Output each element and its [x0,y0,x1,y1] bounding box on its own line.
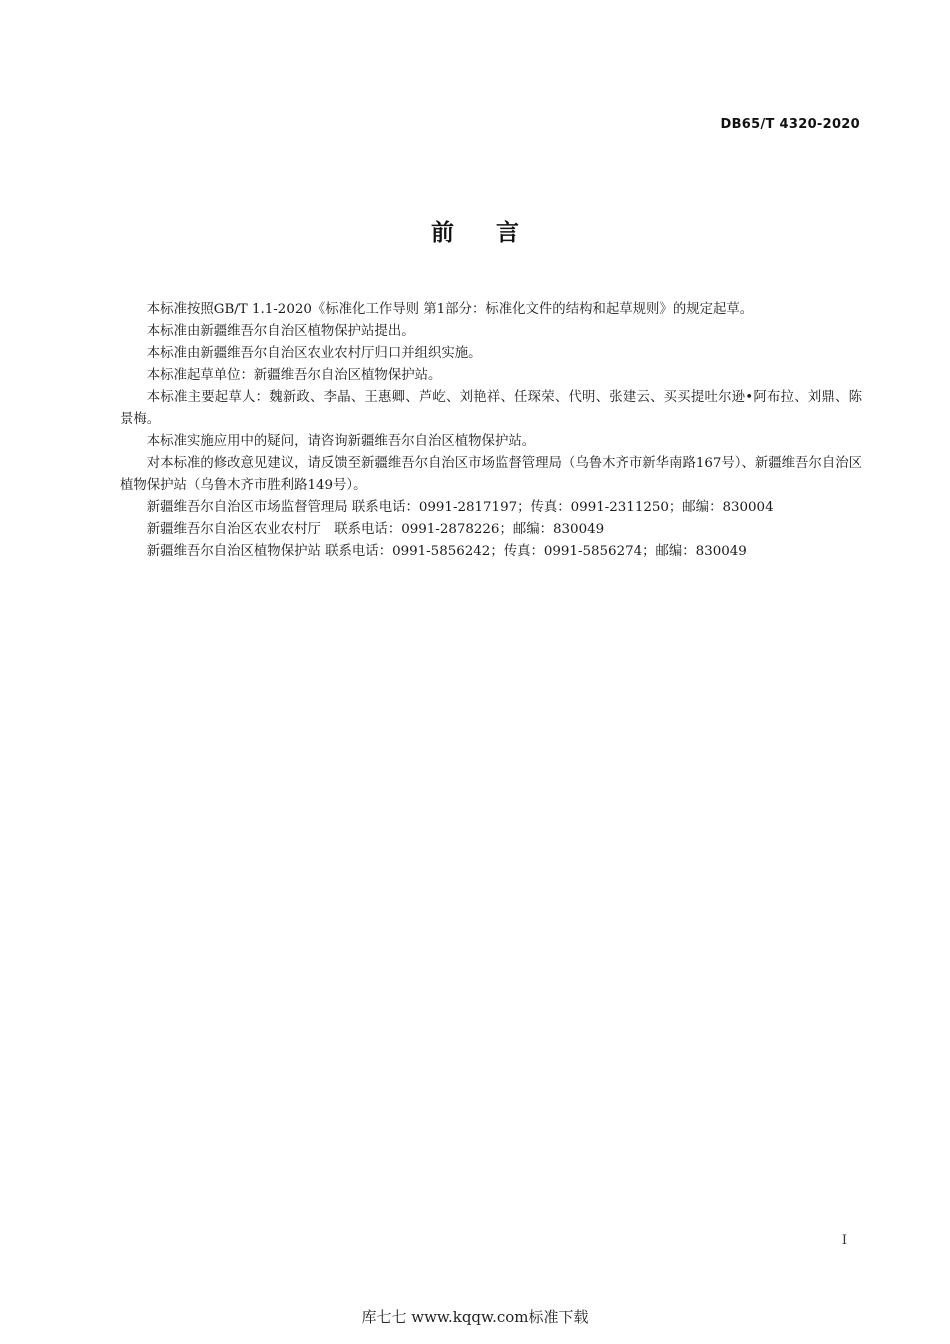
document-code: DB65/T 4320-2020 [720,117,860,132]
contact-plant-protection-station: 新疆维吾尔自治区植物保护站 联系电话：0991-5856242；传真：0991-5856274；邮编：830049 [146,544,747,559]
page-title: 前言 [431,220,561,246]
footer-watermark: 库七七 www.kqqw.com标准下载 [361,1308,589,1326]
paragraph-administrator: 本标准由新疆维吾尔自治区农业农村厅归口并组织实施。 [146,346,482,361]
paragraph-drafters: 本标准主要起草人：魏新政、李晶、王惠卿、芦屹、刘艳祥、任琛荣、代明、张建云、买买提吐尔逊•阿布拉、刘鼎、陈景梅。 [120,390,862,427]
paragraph-drafting-rule: 本标准按照GB/T 1.1-2020《标准化工作导则 第1部分：标准化文件的结构和起草规则》的规定起草。 [146,302,754,317]
foreword-body [120,299,862,563]
paragraph-feedback: 对本标准的修改意见建议，请反馈至新疆维吾尔自治区市场监督管理局（乌鲁木齐市新华南路167号）、新疆维吾尔自治区植物保护站（乌鲁木齐市胜利路149号）。 [120,456,862,493]
page-number: I [841,1233,847,1248]
paragraph-drafting-unit: 本标准起草单位：新疆维吾尔自治区植物保护站。 [146,368,442,383]
contact-agriculture-department: 新疆维吾尔自治区农业农村厅 联系电话：0991-2878226；邮编：830049 [146,522,605,537]
paragraph-proposer: 本标准由新疆维吾尔自治区植物保护站提出。 [146,324,415,339]
paragraph-inquiry: 本标准实施应用中的疑问，请咨询新疆维吾尔自治区植物保护站。 [146,434,536,449]
contact-market-supervision: 新疆维吾尔自治区市场监督管理局 联系电话：0991-2817197；传真：0991-2311250；邮编：830004 [146,500,774,515]
